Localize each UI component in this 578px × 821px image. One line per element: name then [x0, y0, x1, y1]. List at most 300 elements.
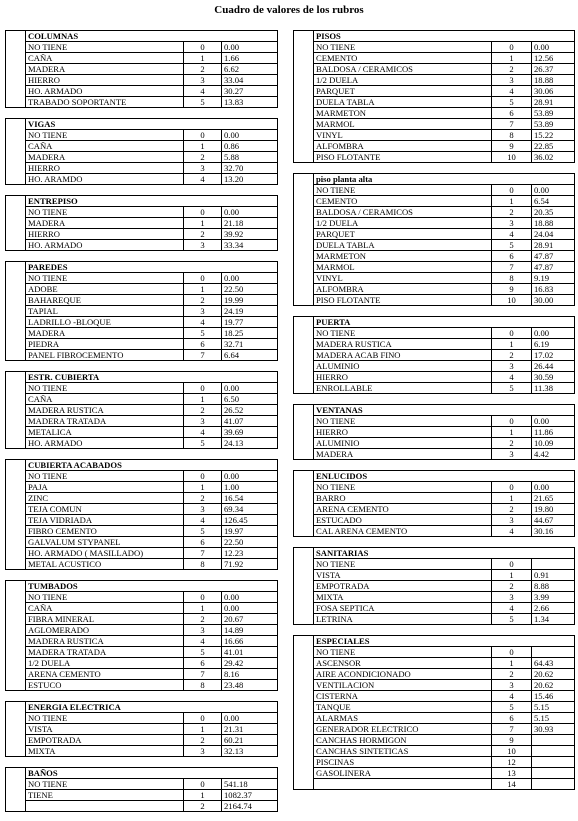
table-row [294, 350, 575, 361]
item-code: 2 [184, 801, 222, 812]
item-code: 4 [184, 317, 222, 328]
item-name: FIBRO CEMENTO [26, 526, 184, 537]
item-code: 0 [184, 273, 222, 284]
item-code: 3 [492, 449, 532, 460]
row-side-strip [6, 515, 26, 526]
section-side-strip [294, 471, 314, 482]
item-value: 21.18 [222, 218, 278, 229]
row-side-strip [6, 658, 26, 669]
table-row [294, 262, 575, 273]
row-side-strip [6, 471, 26, 482]
item-name: MADERA ACAB FINO [314, 350, 492, 361]
item-name: ALFOMBRA [314, 284, 492, 295]
item-value: 0.00 [222, 130, 278, 141]
row-side-strip [294, 526, 314, 537]
item-code: 0 [184, 471, 222, 482]
section-enlucidos [293, 470, 575, 537]
row-side-strip [294, 251, 314, 262]
table-row [294, 493, 575, 504]
table-row [294, 603, 575, 614]
item-name: 1/2 DUELA [26, 658, 184, 669]
table-row [294, 482, 575, 493]
item-name: 1/2 DUELA [314, 218, 492, 229]
item-name: NO TIENE [314, 416, 492, 427]
item-name: MARMETON [314, 251, 492, 262]
item-name: ALFOMBRA [314, 141, 492, 152]
section-title: ESPECIALES [314, 636, 575, 647]
table-row [294, 383, 575, 394]
table-row [6, 614, 278, 625]
row-side-strip [294, 350, 314, 361]
item-code: 2 [492, 350, 532, 361]
item-code: 1 [184, 218, 222, 229]
item-value: 24.13 [222, 438, 278, 449]
section-title: piso planta alta [314, 174, 575, 185]
item-code: 4 [184, 86, 222, 97]
table-row [6, 559, 278, 570]
item-name: CAÑA [26, 394, 184, 405]
row-side-strip [6, 537, 26, 548]
item-name: HIERRO [314, 372, 492, 383]
item-name: CEMENTO [314, 53, 492, 64]
item-name: EMPOTRADA [314, 581, 492, 592]
item-name: HIERRO [26, 75, 184, 86]
item-value: 10.09 [532, 438, 575, 449]
item-code: 3 [184, 75, 222, 86]
item-name: NO TIENE [26, 779, 184, 790]
item-value: 21.31 [222, 724, 278, 735]
item-value: 22.85 [532, 141, 575, 152]
item-value: 13.20 [222, 174, 278, 185]
item-code: 0 [184, 779, 222, 790]
item-value: 0.00 [222, 471, 278, 482]
table-row [6, 482, 278, 493]
section-title: TUMBADOS [26, 581, 278, 592]
item-code: 3 [184, 163, 222, 174]
item-name: MARMOL [314, 119, 492, 130]
item-code: 4 [492, 86, 532, 97]
section-title: PISOS [314, 31, 575, 42]
item-name: MADERA RUSTICA [26, 405, 184, 416]
section-spacer [5, 361, 277, 371]
row-side-strip [6, 427, 26, 438]
item-value: 60.21 [222, 735, 278, 746]
table-row [294, 152, 575, 163]
item-code: 1 [184, 790, 222, 801]
row-side-strip [6, 86, 26, 97]
item-code: 5 [184, 97, 222, 108]
table-row [6, 317, 278, 328]
row-side-strip [6, 504, 26, 515]
item-code: 3 [184, 746, 222, 757]
item-code: 5 [492, 240, 532, 251]
item-value: 32.13 [222, 746, 278, 757]
item-name: ESTUCADO [314, 515, 492, 526]
table-row [6, 174, 278, 185]
item-value: 8.16 [222, 669, 278, 680]
row-side-strip [6, 174, 26, 185]
item-value: 6.64 [222, 350, 278, 361]
table-row [6, 64, 278, 75]
table-row [6, 328, 278, 339]
table-row [294, 592, 575, 603]
table-row [294, 284, 575, 295]
table-row [6, 493, 278, 504]
item-code: 0 [184, 42, 222, 53]
row-side-strip [6, 339, 26, 350]
row-side-strip [294, 592, 314, 603]
item-value: 0.00 [222, 603, 278, 614]
row-side-strip [294, 504, 314, 515]
item-value: 30.06 [532, 86, 575, 97]
item-value: 16.54 [222, 493, 278, 504]
item-code: 1 [184, 482, 222, 493]
item-code: 8 [184, 559, 222, 570]
item-code: 3 [492, 592, 532, 603]
item-code: 2 [184, 152, 222, 163]
item-code: 1 [492, 53, 532, 64]
item-name: MADERA [26, 152, 184, 163]
item-name: PIEDRA [26, 339, 184, 350]
item-value: 6.54 [532, 196, 575, 207]
item-name: MADERA [314, 449, 492, 460]
row-side-strip [6, 284, 26, 295]
row-side-strip [6, 273, 26, 284]
row-side-strip [294, 185, 314, 196]
item-value: 2.66 [532, 603, 575, 614]
table-row [294, 130, 575, 141]
table-row [6, 658, 278, 669]
item-code: 7 [184, 669, 222, 680]
row-side-strip [294, 152, 314, 163]
table-row [294, 658, 575, 669]
item-name: NO TIENE [26, 383, 184, 394]
right-column [293, 30, 574, 790]
table-row [294, 559, 575, 570]
item-code: 4 [492, 372, 532, 383]
item-name: GENERADOR ELECTRICO [314, 724, 492, 735]
item-code: 4 [184, 515, 222, 526]
row-side-strip [294, 768, 314, 779]
table-row [6, 526, 278, 537]
row-side-strip [6, 680, 26, 691]
item-code: 5 [492, 383, 532, 394]
item-code: 9 [492, 141, 532, 152]
row-side-strip [294, 724, 314, 735]
item-name: MADERA TRATADA [26, 647, 184, 658]
table-row [6, 537, 278, 548]
row-side-strip [6, 141, 26, 152]
item-name: CISTERNA [314, 691, 492, 702]
row-side-strip [294, 42, 314, 53]
table-row [6, 295, 278, 306]
item-name: VISTA [314, 570, 492, 581]
table-row [294, 42, 575, 53]
item-code: 2 [492, 207, 532, 218]
item-value: 69.34 [222, 504, 278, 515]
item-code: 6 [184, 537, 222, 548]
table-row [294, 229, 575, 240]
item-name [314, 779, 492, 790]
table-row [6, 53, 278, 64]
item-value [532, 735, 575, 746]
item-value: 28.91 [532, 97, 575, 108]
item-value: 22.50 [222, 537, 278, 548]
table-row [6, 207, 278, 218]
item-name: ARENA CEMENTO [26, 669, 184, 680]
row-side-strip [294, 746, 314, 757]
section-side-strip [6, 768, 26, 779]
item-name: CAÑA [26, 603, 184, 614]
item-name: NO TIENE [314, 328, 492, 339]
table-row [294, 735, 575, 746]
item-code: 2 [492, 438, 532, 449]
item-name: HO. ARMADO ( MASILLADO) [26, 548, 184, 559]
row-side-strip [294, 658, 314, 669]
row-side-strip [6, 405, 26, 416]
row-side-strip [6, 218, 26, 229]
row-side-strip [294, 493, 314, 504]
item-name: NO TIENE [26, 130, 184, 141]
item-code: 1 [492, 339, 532, 350]
item-code: 7 [492, 724, 532, 735]
row-side-strip [6, 295, 26, 306]
item-name: ARENA CEMENTO [314, 504, 492, 515]
item-code: 4 [184, 636, 222, 647]
item-name: ADOBE [26, 284, 184, 295]
item-code: 0 [492, 328, 532, 339]
section-side-strip [6, 31, 26, 42]
item-value: 18.88 [532, 218, 575, 229]
row-side-strip [294, 361, 314, 372]
section-side-strip [294, 405, 314, 416]
item-value: 541.18 [222, 779, 278, 790]
item-value: 16.66 [222, 636, 278, 647]
table-row [294, 196, 575, 207]
row-side-strip [6, 614, 26, 625]
table-row [6, 339, 278, 350]
row-side-strip [6, 669, 26, 680]
item-name: MADERA [26, 328, 184, 339]
item-value: 0.00 [222, 207, 278, 218]
item-code: 3 [492, 515, 532, 526]
row-side-strip [6, 53, 26, 64]
item-value: 6.19 [532, 339, 575, 350]
row-side-strip [6, 559, 26, 570]
item-name: DUELA TABLA [314, 240, 492, 251]
table-row [6, 405, 278, 416]
section-banos [5, 767, 278, 812]
table-row [294, 273, 575, 284]
item-name: BARRO [314, 493, 492, 504]
table-row [6, 394, 278, 405]
item-code: 1 [184, 284, 222, 295]
row-side-strip [294, 108, 314, 119]
table-row [294, 372, 575, 383]
row-side-strip [6, 724, 26, 735]
item-code: 3 [184, 306, 222, 317]
item-code: 1 [492, 427, 532, 438]
item-name: VENTILACION [314, 680, 492, 691]
section-spacer [5, 185, 277, 195]
item-name: TEJA COMUN [26, 504, 184, 515]
row-side-strip [294, 614, 314, 625]
row-side-strip [294, 757, 314, 768]
item-code: 13 [492, 768, 532, 779]
section-spacer [293, 460, 574, 470]
row-side-strip [294, 515, 314, 526]
item-value: 20.67 [222, 614, 278, 625]
item-value: 19.97 [222, 526, 278, 537]
row-side-strip [294, 229, 314, 240]
item-value: 19.80 [532, 504, 575, 515]
row-side-strip [294, 427, 314, 438]
row-side-strip [294, 207, 314, 218]
item-name: PISCINAS [314, 757, 492, 768]
row-side-strip [294, 691, 314, 702]
item-code: 5 [184, 438, 222, 449]
section-spacer [293, 306, 574, 316]
item-name: MADERA [26, 218, 184, 229]
item-name: NO TIENE [26, 207, 184, 218]
table-row [6, 603, 278, 614]
section-side-strip [6, 372, 26, 383]
row-side-strip [294, 295, 314, 306]
row-side-strip [6, 548, 26, 559]
section-title: ENTREPISO [26, 196, 278, 207]
item-value: 26.44 [532, 361, 575, 372]
item-code: 14 [492, 779, 532, 790]
item-code: 5 [492, 702, 532, 713]
item-name: FOSA SEPTICA [314, 603, 492, 614]
row-side-strip [6, 42, 26, 53]
item-value: 20.35 [532, 207, 575, 218]
item-value: 6.62 [222, 64, 278, 75]
item-name: NO TIENE [26, 42, 184, 53]
item-name: VISTA [26, 724, 184, 735]
item-code: 0 [492, 42, 532, 53]
item-name: ESTUCO [26, 680, 184, 691]
row-side-strip [6, 438, 26, 449]
item-code: 0 [492, 559, 532, 570]
row-side-strip [294, 328, 314, 339]
item-code: 9 [492, 735, 532, 746]
item-code: 1 [184, 141, 222, 152]
item-name: NO TIENE [26, 273, 184, 284]
item-code: 7 [184, 548, 222, 559]
item-code: 5 [492, 614, 532, 625]
item-name: MADERA [26, 64, 184, 75]
item-name: VINYL [314, 273, 492, 284]
item-name: PAJA [26, 482, 184, 493]
item-code: 3 [184, 504, 222, 515]
item-code: 4 [184, 174, 222, 185]
item-name: TANQUE [314, 702, 492, 713]
item-value: 39.92 [222, 229, 278, 240]
row-side-strip [294, 647, 314, 658]
table-row [6, 130, 278, 141]
item-name: HIERRO [26, 229, 184, 240]
item-name: TEJA VIDRIADA [26, 515, 184, 526]
row-side-strip [294, 86, 314, 97]
item-code: 1 [492, 493, 532, 504]
section-side-strip [294, 174, 314, 185]
table-row [6, 86, 278, 97]
item-code: 2 [184, 735, 222, 746]
item-value: 20.62 [532, 669, 575, 680]
table-row [294, 240, 575, 251]
table-row [294, 108, 575, 119]
item-name: MADERA TRATADA [26, 416, 184, 427]
item-value: 15.22 [532, 130, 575, 141]
item-value: 0.00 [222, 383, 278, 394]
table-row [294, 328, 575, 339]
item-code: 0 [184, 130, 222, 141]
table-row [6, 438, 278, 449]
table-row [294, 53, 575, 64]
item-value: 17.02 [532, 350, 575, 361]
item-code: 12 [492, 757, 532, 768]
item-code: 10 [492, 152, 532, 163]
item-code: 1 [492, 570, 532, 581]
item-code: 0 [492, 416, 532, 427]
row-side-strip [294, 383, 314, 394]
row-side-strip [294, 372, 314, 383]
item-code: 6 [492, 713, 532, 724]
item-value: 41.01 [222, 647, 278, 658]
table-row [294, 119, 575, 130]
table-row [294, 680, 575, 691]
item-value: 26.52 [222, 405, 278, 416]
item-name: HIERRO [26, 163, 184, 174]
item-name: MADERA RUSTICA [26, 636, 184, 647]
item-value [532, 757, 575, 768]
row-side-strip [6, 383, 26, 394]
row-side-strip [6, 592, 26, 603]
section-tumbados [5, 580, 278, 691]
table-row [6, 273, 278, 284]
section-spacer [293, 394, 574, 404]
item-value: 47.87 [532, 251, 575, 262]
item-name: ZINC [26, 493, 184, 504]
item-value: 6.50 [222, 394, 278, 405]
item-value: 24.04 [532, 229, 575, 240]
row-side-strip [294, 339, 314, 350]
table-row [6, 801, 278, 812]
item-value: 71.92 [222, 559, 278, 570]
page-title: Cuadro de valores de los rubros [214, 4, 364, 16]
item-name: PARQUET [314, 229, 492, 240]
item-name: TAPIAL [26, 306, 184, 317]
row-side-strip [294, 64, 314, 75]
row-side-strip [294, 779, 314, 790]
item-name: NO TIENE [26, 713, 184, 724]
table-row [6, 713, 278, 724]
section-title: BAÑOS [26, 768, 278, 779]
item-value: 53.89 [532, 119, 575, 130]
item-name: CANCHAS HORMIGON [314, 735, 492, 746]
item-code: 1 [492, 196, 532, 207]
item-name: TIENE [26, 790, 184, 801]
table-row [294, 86, 575, 97]
item-value: 16.83 [532, 284, 575, 295]
table-row [294, 746, 575, 757]
row-side-strip [294, 603, 314, 614]
section-sanitarias [293, 547, 575, 625]
item-code: 7 [492, 262, 532, 273]
item-code: 1 [184, 53, 222, 64]
table-row [294, 768, 575, 779]
